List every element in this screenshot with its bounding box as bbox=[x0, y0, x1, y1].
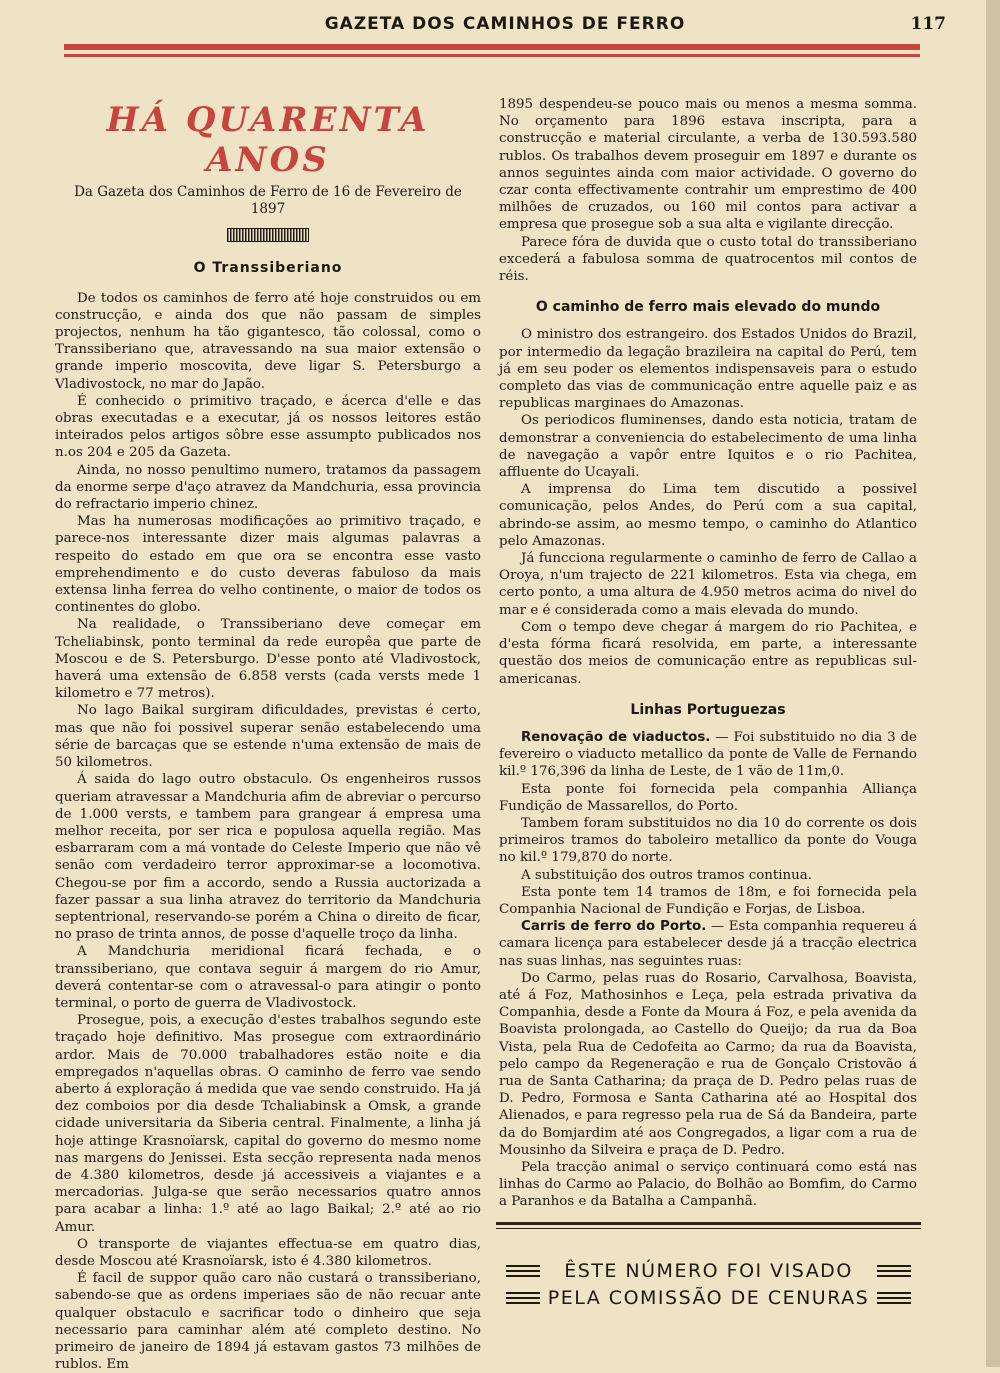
paragraph: Pela tracção animal o serviço continuará como está nas linhas do Carmo ao Palacio, do Bolhão ao Bomfim, do Carmo a Paranhos e da Batalha a Campanhã. bbox=[499, 1159, 917, 1210]
column-right-body-c bbox=[499, 781, 917, 919]
paragraph: Do Carmo, pelas ruas do Rosario, Carvalhosa, Boavista, até á Foz, Mathosinhos e Leça, pela estrada privativa da Companhia, desde a Fonte da Moura á Foz, e pela avenida da Boavista prolongada, ao Castello do Queijo; da rua da Boa Vista, pela Rua de Cedofeita ao Carmo; da rua da Boavista, pelo campo da Regeneração e rua de Gonçalo Cristovão á rua de Santa Catharina; da praça de D. Pedro pelas ruas de D. Pedro, Formosa e Santa Catharina até ao Hospital dos Alienados, e para regresso pela rua de Sá da Bandeira, parte da do Bomjardim até aos Congregados, a ligar com a rua de Mousinho da Silveira e praça de D. Pedro. bbox=[499, 970, 917, 1158]
paragraph: Ainda, no nosso penultimo numero, tratamos da passagem da enorme serpe d'aço atravez da Mandchuria, essa provincia do refractario imperio chinez. bbox=[55, 462, 481, 513]
header-rule-top bbox=[64, 44, 920, 50]
notice-rule-thick bbox=[496, 1222, 921, 1225]
column-left-body bbox=[55, 290, 481, 1373]
paragraph: De todos os caminhos de ferro até hoje construidos ou em construcção, e ainda dos que não passam de simples projectos, nenhum ha tão gigantesco, tão colossal, como o Transsiberiano que, atravessando na sua maior extensão o grande imperio moscovita, deve ligar S. Petersburgo a Vladivostock, no mar do Japão. bbox=[55, 290, 481, 392]
page-edge bbox=[986, 0, 1000, 1367]
text-carris: — Esta companhia requereu á camara licença para estabelecer desde já a tracção electrica nas suas linhas, nas seguintes ruas: bbox=[499, 919, 917, 969]
article-title: HÁ QUARENTA ANOS bbox=[106, 100, 430, 180]
paragraph: Esta ponte tem 14 tramos de 18m, e foi fornecida pela Companhia Nacional de Fundição e Forjas, de Lisboa. bbox=[499, 884, 917, 917]
paragraph: O transporte de viajantes effectua-se em quatro dias, desde Moscou até Krasnoïarsk, isto é 4.380 kilometros. bbox=[55, 1236, 481, 1269]
paragraph: Tambem foram substituidos no dia 10 do corrente os dois primeiros tramos do taboleiro metallico da ponte do Vouga no kil.º 179,870 do norte. bbox=[499, 815, 917, 866]
paragraph: Parece fóra de duvida que o custo total do transsiberiano excederá a fabulosa somma de quatrocentos mil contos de réis. bbox=[499, 234, 917, 285]
section-title-elevated-railway: O caminho de ferro mais elevado do mundo bbox=[535, 299, 881, 316]
paragraph: Já funcciona regularmente o caminho de ferro de Callao a Oroya, n'um trajecto de 221 kilometros. Esta via chega, em certo ponto, a uma altura de 4.950 metros acima do nivel do mar e é considerada como a mais elevada do mundo. bbox=[499, 551, 917, 618]
column-right-body-b bbox=[499, 326, 917, 687]
paragraph: Os periodicos fluminenses, dando esta noticia, tratam de demonstrar a conveniencia do estabelecimento de uma linha de navegação a vapôr entre Iquitos e o rio Pachitea, affluente do Ucayali. bbox=[499, 413, 917, 481]
paragraph: 1895 despendeu-se pouco mais ou menos a mesma somma. No orçamento para 1896 estava inscripta, para a construcção e material circulante, a verba de 130.593.580 rublos. Os trabalhos devem proseguir em 1897 e durante os annos seguintes ainda com maior actividade. O governo do czar conta effectivamente contrahir um emprestimo de 400 milhões de cruzados, ou 160 mil contos para activar a empresa que prosegue sob a sua alta e vigilante direcção. bbox=[499, 97, 917, 233]
paragraph: O ministro dos estrangeiro. dos Estados Unidos do Brazil, por intermedio da legação brazileira na capital do Perú, tem já em seu poder os elementos indispensaveis para o estudo completo das vias de communicação entre aquelle paiz e as republicas marginaes do Amazonas. bbox=[499, 327, 917, 412]
section-title-transsiberiano: O Transsiberiano bbox=[193, 260, 343, 277]
lead-renovacao: Renovação de viaductos. bbox=[521, 729, 711, 745]
paragraph-renovacao bbox=[499, 729, 917, 781]
running-header bbox=[60, 14, 950, 44]
column-right bbox=[499, 96, 917, 1211]
article-subtitle: Da Gazeta dos Caminhos de Ferro de 16 de Fevereiro de 1897 bbox=[74, 184, 462, 218]
text-renovacao: — Foi substituido no dia 3 de fevereiro o viaducto metallico da ponte de Valle de Fernando kil.º 176,396 da linha de Leste, de 1 vão de 11m,0. bbox=[499, 729, 917, 780]
paragraph: É conhecido o primitivo traçado, e ácerca d'elle e das obras executadas e a executar, já os nossos leitores estão inteirados pelos artigos sôbre esse assumpto publicados nos n.os 204 e 205 da Gazeta. bbox=[55, 393, 481, 461]
paragraph: Á saida do lago outro obstaculo. Os engenheiros russos queriam atravessar a Mandchuria afim de abreviar o percurso de 1.000 versts, e tambem para grangear á empresa uma melhor receita, por ser rica e populosa aquella região. Mas esbarraram com a má vontade do Celeste Imperio que não vê senão com verdadeiro terror approximar-se a locomotiva. Chegou-se por fim a accordo, sendo a Russia auctorizada a fazer passar a sua linha atravez do territorio da Mandchuria septentrional, reservando-se porém a China o direito de ficar, no praso de trinta annos, de posse d'aquelle troço da linha. bbox=[55, 772, 481, 943]
paragraph: A substituição dos outros tramos continua. bbox=[521, 867, 813, 883]
notice-rule-thin bbox=[496, 1228, 921, 1229]
paragraph: Esta ponte foi fornecida pela companhia Alliança Fundição de Massarellos, do Porto. bbox=[499, 781, 917, 814]
header-rule-bottom bbox=[64, 54, 920, 57]
censorship-notice bbox=[496, 1262, 921, 1314]
paragraph: Com o tempo deve chegar á margem do rio Pachitea, e d'esta fórma ficará resolvida, em parte, a interessante questão dos meios de comunicação entre as republicas sul-americanas. bbox=[499, 619, 917, 687]
lead-carris: Carris de ferro do Porto. bbox=[521, 919, 707, 935]
paragraph: A imprensa do Lima tem discutido a possivel comunicação, pelos Andes, do Perú com a sua capital, abrindo-se assim, ao mesmo tempo, o caminho do Atlantico pelo Amazonas. bbox=[499, 482, 917, 549]
paragraph: Na realidade, o Transsiberiano deve começar em Tcheliabinsk, ponto terminal da rede europêa que parte de Moscou e de S. Petersburgo. D'esse ponto até Vladivostock, haverá uma extensão de 6.858 versts (cada versts mede 1 kilometro e 77 metros). bbox=[55, 617, 481, 702]
paragraph: A Mandchuria meridional ficará fechada, e o transsiberiano, que contava seguir á margem do rio Amur, deverá contentar-se com o atravessal-o para atingir o ponto terminal, o porto de guerra de Vladivostock. bbox=[55, 944, 481, 1011]
column-right-body-d bbox=[499, 970, 917, 1211]
paragraph-carris bbox=[499, 918, 917, 970]
paragraph: No lago Baikal surgiram dificuldades, previstas é certo, mas que não foi possivel superar senão estabelecendo uma série de barcaças que se estende n'uma extensão de mais de 50 kilometros. bbox=[55, 703, 481, 771]
column-left bbox=[55, 96, 481, 1373]
paragraph: É facil de suppor quão caro não custará o transsiberiano, sabendo-se que as ordens imperiaes são de não recuar ante qualquer obstaculo e sacrificar todo o dinheiro que seja necessario para caminhar além até completo destino. No primeiro de janeiro de 1894 já estavam gastos 73 milhões de rublos. Em bbox=[55, 1271, 481, 1373]
notice-line-2: PELA COMISSÃO DE CENURAS bbox=[547, 1287, 870, 1309]
column-right-body-a bbox=[499, 96, 917, 285]
paragraph: Prosegue, pois, a execução d'estes trabalhos segundo este traçado hoje definitivo. Mas prosegue com extraordinário ardor. Mais de 70.000 trabalhadores estão noite e dia empregados n'aquellas obras. O caminho de ferro vae sendo aberto á exploração á medida que vae sendo construido. Ha já dez comboios por dia desde Tchaliabinsk a Omsk, a grande cidade universitaria da Siberia central. Finalmente, a linha já hoje attinge Krasnoïarsk, capital do governo do mesmo nome nas margens do Jenissei. Esta secção representa nada menos de 4.380 kilometros, desde já accessiveis a viajantes e a mercadorias. Julga-se que serão necessarios quatro annos para acabar a linha: 1.º até ao lago Baikal; 2.º até ao rio Amur. bbox=[55, 1013, 481, 1235]
publication-title: GAZETA DOS CAMINHOS DE FERRO bbox=[324, 14, 686, 34]
page-number: 117 bbox=[910, 14, 946, 34]
ornament-divider bbox=[227, 228, 309, 242]
paragraph: Mas ha numerosas modificações ao primitivo traçado, e parece-nos interessante dizer mais algumas palavras a respeito do estado em que ora se encontra esse vasto emprehendimento e do custo deveras fabuloso da mais extensa linha ferrea do velho continente, o maior de todos os continentes do globo. bbox=[55, 514, 481, 616]
notice-line-1: ÊSTE NÚMERO FOI VISADO bbox=[564, 1260, 853, 1282]
section-title-linhas-portuguezas: Linhas Portuguezas bbox=[630, 701, 786, 718]
